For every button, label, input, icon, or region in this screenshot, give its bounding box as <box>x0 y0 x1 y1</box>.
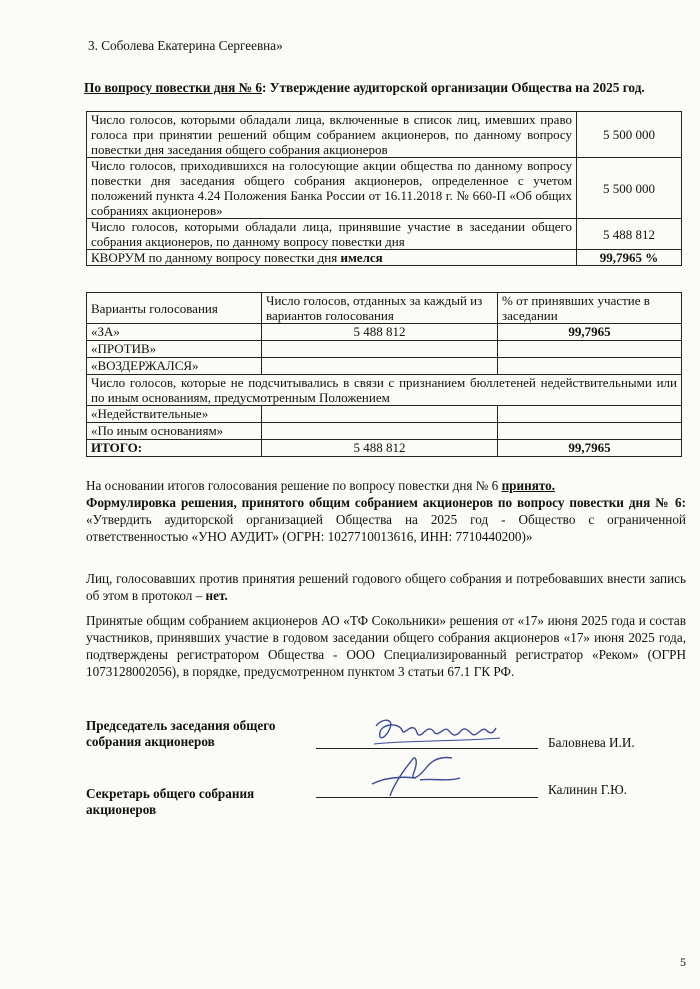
table-row <box>87 358 682 375</box>
option-percent <box>498 423 682 440</box>
objections-paragraph: Лиц, голосовавших против принятия решений годового общего собрания и потребовавших внести запись об этом в протокол – нет. <box>86 571 686 603</box>
option-label: «Недействительные» <box>87 406 262 423</box>
not-counted-label: Число голосов, которые не подсчитывались в связи с признанием бюллетеней недействительными или по иным основаниям, предусмотренным Положением <box>87 375 682 406</box>
option-votes <box>262 423 498 440</box>
agenda-heading <box>84 80 645 96</box>
option-percent: 99,7965 <box>498 324 682 341</box>
table-row <box>87 158 682 219</box>
objections-answer: нет. <box>205 588 228 603</box>
votes-row-label: Число голосов, которыми обладали лица, принявшие участие в заседании общего собрания акционеров, по данному вопросу повестки дня <box>87 219 577 250</box>
votes-row-label: Число голосов, приходившихся на голосующие акции общества по данному вопросу повестки дня заседания общего собрания акционеров, определенное с учетом положений пункта 4.24 Положения Банка России от 16.11.2018 г. № 660-П «Об общих собраниях акционеров» <box>87 158 577 219</box>
table-row <box>87 406 682 423</box>
votes-count-table <box>86 111 682 266</box>
total-percent: 99,7965 <box>498 440 682 457</box>
option-percent <box>498 358 682 375</box>
table-row <box>87 423 682 440</box>
continuation-list-item: 3. Соболева Екатерина Сергеевна» <box>88 38 283 53</box>
votes-row-label: Число голосов, которыми обладали лица, включенные в список лиц, имевших право голоса при принятии решений общим собранием акционеров, по данному вопросу повестки дня заседания общего собрания акционеров <box>87 112 577 158</box>
quorum-value: 99,7965 % <box>577 250 682 266</box>
table-row <box>87 324 682 341</box>
header-options: Варианты голосования <box>87 293 262 324</box>
option-votes <box>262 358 498 375</box>
option-percent <box>498 341 682 358</box>
decision-result: принято. <box>501 478 556 493</box>
option-votes <box>262 341 498 358</box>
option-votes: 5 488 812 <box>262 324 498 341</box>
table-header-row <box>87 293 682 324</box>
formulation-text: «Утвердить аудиторской организацией Общества на 2025 год - Общество с ограниченной ответственностью «УНО АУДИТ» (ОГРН: 1027710013616, ИНН: 7710440200)» <box>86 512 686 544</box>
table-row <box>87 341 682 358</box>
header-percent: % от принявших участие в заседании <box>498 293 682 324</box>
total-label: ИТОГО: <box>87 440 262 457</box>
option-label: «ПРОТИВ» <box>87 341 262 358</box>
decision-formulation <box>86 494 686 545</box>
option-label: «ЗА» <box>87 324 262 341</box>
page-number: 5 <box>680 955 686 969</box>
quorum-label: КВОРУМ по данному вопросу повестки дня имелся <box>87 250 577 266</box>
quorum-row <box>87 250 682 266</box>
total-votes: 5 488 812 <box>262 440 498 457</box>
voting-results-table <box>86 292 682 457</box>
agenda-title: : Утверждение аудиторской организации Общества на 2025 год. <box>262 80 645 95</box>
option-label: «ВОЗДЕРЖАЛСЯ» <box>87 358 262 375</box>
chairman-label: Председатель заседания общего собрания акционеров <box>86 718 276 749</box>
votes-row-value: 5 500 000 <box>577 112 682 158</box>
formulation-heading: Формулировка решения, принятого общим собранием акционеров по вопросу повестки дня № 6: <box>86 495 686 510</box>
secretary-signature <box>360 748 480 802</box>
option-votes <box>262 406 498 423</box>
chairman-name: Баловнева И.И. <box>548 735 635 750</box>
confirmation-paragraph: Принятые общим собранием акционеров АО «ТФ Сокольники» решения от «17» июня 2025 года и состав участников, принявших участие в годовом заседании общего собрания акционеров «17» июня 2025 года, подтверждены регистратором Общества - ООО Специализированный регистратор «Реком» (ОГРН 1073128002056), в порядке, предусмотренном пунктом 3 статьи 67.1 ГК РФ. <box>86 613 686 679</box>
secretary-label: Секретарь общего собрания акционеров <box>86 786 255 817</box>
votes-row-value: 5 488 812 <box>577 219 682 250</box>
table-row <box>87 112 682 158</box>
decision-basis: На основании итогов голосования решение по вопросу повестки дня № 6 принято. <box>86 478 556 493</box>
option-percent <box>498 406 682 423</box>
secretary-name: Калинин Г.Ю. <box>548 782 627 797</box>
agenda-prefix: По вопросу повестки дня № 6 <box>84 80 263 95</box>
table-row <box>87 375 682 406</box>
header-votes: Число голосов, отданных за каждый из вариантов голосования <box>262 293 498 324</box>
quorum-status: имелся <box>340 250 383 265</box>
table-row <box>87 219 682 250</box>
option-label: «По иным основаниям» <box>87 423 262 440</box>
votes-row-value: 5 500 000 <box>577 158 682 219</box>
total-row <box>87 440 682 457</box>
